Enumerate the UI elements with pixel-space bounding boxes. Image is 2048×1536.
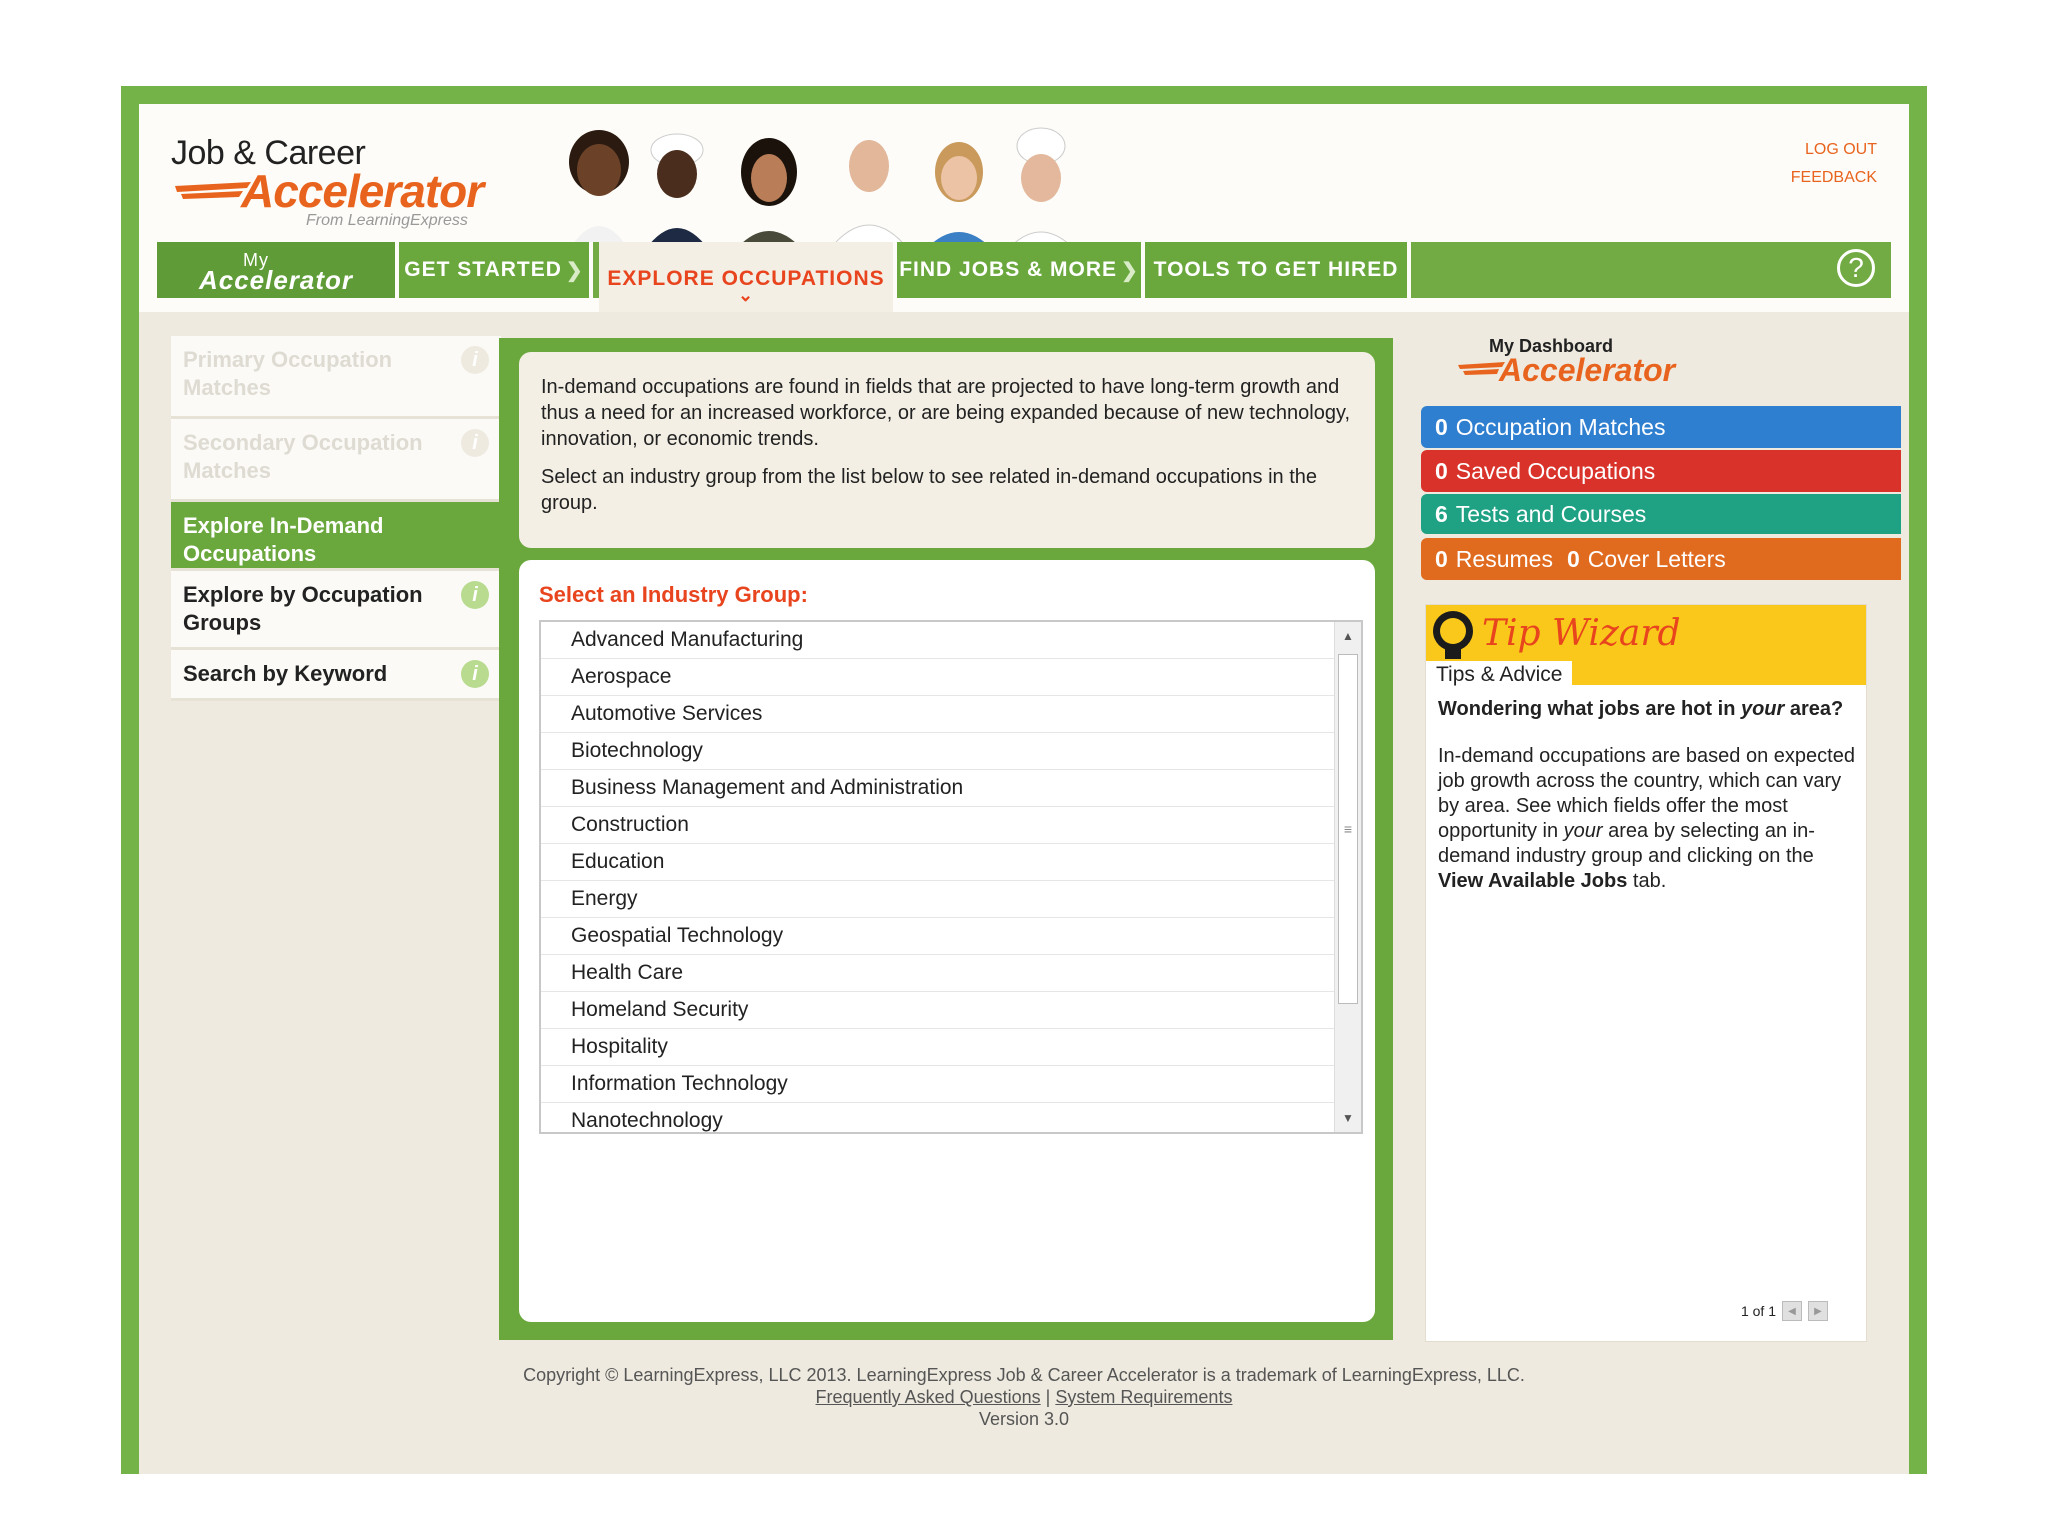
nav-tools-label: TOOLS TO GET HIRED xyxy=(1153,258,1399,281)
list-item[interactable]: Automotive Services xyxy=(541,696,1351,733)
top-links xyxy=(1791,136,1877,192)
tip-wizard-card xyxy=(1425,604,1867,1342)
tip-question-text-end: area? xyxy=(1784,698,1844,720)
scroll-up-icon[interactable]: ▲ xyxy=(1342,629,1354,643)
tip-answer-strong: View Available Jobs xyxy=(1438,870,1628,892)
dashboard-saved-occupations[interactable] xyxy=(1421,450,1901,492)
tip-question-emphasis: your xyxy=(1740,698,1785,720)
menu-item-label: Explore by Occupation Groups xyxy=(183,582,423,635)
saved-count: 0 xyxy=(1435,457,1448,484)
tip-header xyxy=(1426,605,1866,685)
copyright-text: Copyright © LearningExpress, LLC 2013. LearningExpress Job & Career Accelerator is a trademark of LearningExpress, LLC. xyxy=(523,1365,1525,1385)
tests-label: Tests and Courses xyxy=(1455,500,1647,527)
info-icon: i xyxy=(461,346,489,374)
occupation-count: 0 xyxy=(1435,413,1448,440)
list-item[interactable]: Advanced Manufacturing xyxy=(541,622,1351,659)
scroll-down-icon[interactable]: ▼ xyxy=(1342,1111,1354,1125)
version-text: Version 3.0 xyxy=(978,1409,1070,1429)
menu-search-keyword[interactable] xyxy=(171,650,501,701)
letters-label: Cover Letters xyxy=(1587,545,1726,572)
dashboard-occupation-matches[interactable] xyxy=(1421,406,1901,448)
tip-tab-label[interactable]: Tips & Advice xyxy=(1426,661,1572,689)
info-icon: i xyxy=(461,429,489,457)
logo-line2: Accelerator xyxy=(241,165,484,217)
industry-select-box xyxy=(519,560,1375,1322)
tip-question-text: Wondering what jobs are hot in xyxy=(1438,698,1741,720)
info-icon[interactable]: i xyxy=(461,660,489,688)
tip-answer-text: In-demand occupations are based on expected job growth across the country, which can vary by area. See which fields offer the most opportunity in xyxy=(1438,745,1855,842)
dashboard-brand: Accelerator xyxy=(1499,352,1676,388)
menu-item-label: Secondary Occupation Matches xyxy=(183,430,423,483)
logo-line1: Job & Career xyxy=(171,134,366,172)
menu-item-label: Explore In-Demand Occupations xyxy=(183,513,384,566)
main-nav xyxy=(157,242,1891,305)
chevron-right-icon: ❯ xyxy=(565,259,584,282)
intro-paragraph-2: Select an industry group from the list below to see related in-demand occupations in the group. xyxy=(541,466,1317,514)
industry-listbox[interactable] xyxy=(539,620,1363,1134)
resumes-label: Resumes xyxy=(1455,545,1553,572)
list-item[interactable]: Education xyxy=(541,844,1351,881)
menu-item-label: Primary Occupation Matches xyxy=(183,347,393,400)
nav-my-accelerator[interactable] xyxy=(157,242,399,298)
dashboard-logo xyxy=(1449,336,1689,396)
scroll-thumb[interactable]: ≡ xyxy=(1338,654,1358,1004)
brand-logo[interactable] xyxy=(171,134,531,234)
tip-wizard-title: Tip Wizard xyxy=(1482,613,1681,654)
left-menu xyxy=(171,336,501,701)
footer-separator: | xyxy=(1045,1387,1051,1407)
info-icon[interactable]: i xyxy=(461,581,489,609)
logo-line3: From LearningExpress xyxy=(306,212,468,229)
list-item[interactable]: Biotechnology xyxy=(541,733,1351,770)
help-icon[interactable]: ? xyxy=(1837,249,1875,287)
listbox-scrollbar[interactable] xyxy=(1334,622,1361,1132)
tip-question xyxy=(1438,697,1858,722)
lightbulb-icon xyxy=(1428,609,1478,665)
select-title: Select an Industry Group: xyxy=(539,582,808,607)
tip-answer-emphasis: your xyxy=(1563,820,1603,842)
nav-my-label: My xyxy=(243,250,269,270)
page xyxy=(139,104,1909,1474)
nav-find-jobs[interactable] xyxy=(897,242,1145,298)
pager-label: 1 of 1 xyxy=(1740,1303,1776,1319)
tip-pager xyxy=(1741,1301,1828,1321)
tip-body xyxy=(1438,697,1858,894)
letters-count: 0 xyxy=(1566,545,1580,572)
menu-secondary-matches xyxy=(171,419,501,502)
list-item[interactable]: Business Management and Administration xyxy=(541,770,1351,807)
list-item[interactable]: Construction xyxy=(541,807,1351,844)
list-item[interactable]: Aerospace xyxy=(541,659,1351,696)
list-item[interactable]: Energy xyxy=(541,881,1351,918)
dashboard-tests-courses[interactable] xyxy=(1421,494,1901,534)
dashboard-resumes-letters[interactable] xyxy=(1421,538,1901,580)
tip-answer-text-3: tab. xyxy=(1627,870,1667,892)
nav-accelerator-label: Accelerator xyxy=(198,265,354,295)
tip-answer-text-2: area by selecting an in-demand industry group and clicking on the xyxy=(1438,820,1815,867)
nav-get-started[interactable] xyxy=(399,242,593,298)
menu-primary-matches xyxy=(171,336,501,419)
list-item[interactable]: Homeland Security xyxy=(541,992,1351,1029)
resumes-count: 0 xyxy=(1435,545,1448,572)
chevron-right-icon: ❯ xyxy=(1121,259,1139,282)
feedback-link[interactable]: FEEDBACK xyxy=(1790,169,1877,186)
next-page-icon[interactable]: ▶ xyxy=(1808,1301,1828,1321)
saved-label: Saved Occupations xyxy=(1455,457,1656,484)
tip-answer xyxy=(1438,744,1858,894)
faq-link[interactable]: Frequently Asked Questions xyxy=(815,1387,1041,1407)
occupation-label: Occupation Matches xyxy=(1455,413,1666,440)
dashboard-title: My Dashboard xyxy=(1489,336,1614,356)
nav-tools[interactable] xyxy=(1145,242,1411,298)
logout-link[interactable]: LOG OUT xyxy=(1804,141,1877,158)
menu-explore-in-demand[interactable] xyxy=(171,502,501,571)
intro-box xyxy=(519,352,1375,548)
system-requirements-link[interactable]: System Requirements xyxy=(1055,1387,1233,1407)
list-item[interactable]: Health Care xyxy=(541,955,1351,992)
list-item[interactable]: Geospatial Technology xyxy=(541,918,1351,955)
footer xyxy=(139,1364,1909,1430)
list-item[interactable]: Information Technology xyxy=(541,1066,1351,1103)
nav-explore-label: EXPLORE OCCUPATIONS xyxy=(607,267,885,290)
list-item[interactable]: Hospitality xyxy=(541,1029,1351,1066)
nav-explore-occupations[interactable] xyxy=(599,242,897,316)
prev-page-icon[interactable]: ◀ xyxy=(1782,1301,1802,1321)
nav-get-started-label: GET STARTED xyxy=(404,258,562,281)
main-panel xyxy=(499,338,1393,1340)
list-item[interactable]: Nanotechnology xyxy=(541,1103,1351,1134)
header-people-image xyxy=(559,122,1099,250)
tests-count: 6 xyxy=(1435,500,1448,527)
app-frame xyxy=(121,86,1927,1474)
chevron-down-icon: ⌄ xyxy=(737,285,755,305)
menu-item-label: Search by Keyword xyxy=(183,661,388,686)
nav-find-jobs-label: FIND JOBS & MORE xyxy=(899,258,1118,281)
intro-paragraph-1: In-demand occupations are found in fields that are projected to have long-term growth and thus a need for an increased workforce, or are being expanded because of new technology, innovation, or economic trends. xyxy=(541,376,1351,450)
footer-links xyxy=(139,1386,1909,1408)
menu-occupation-groups[interactable] xyxy=(171,571,501,650)
